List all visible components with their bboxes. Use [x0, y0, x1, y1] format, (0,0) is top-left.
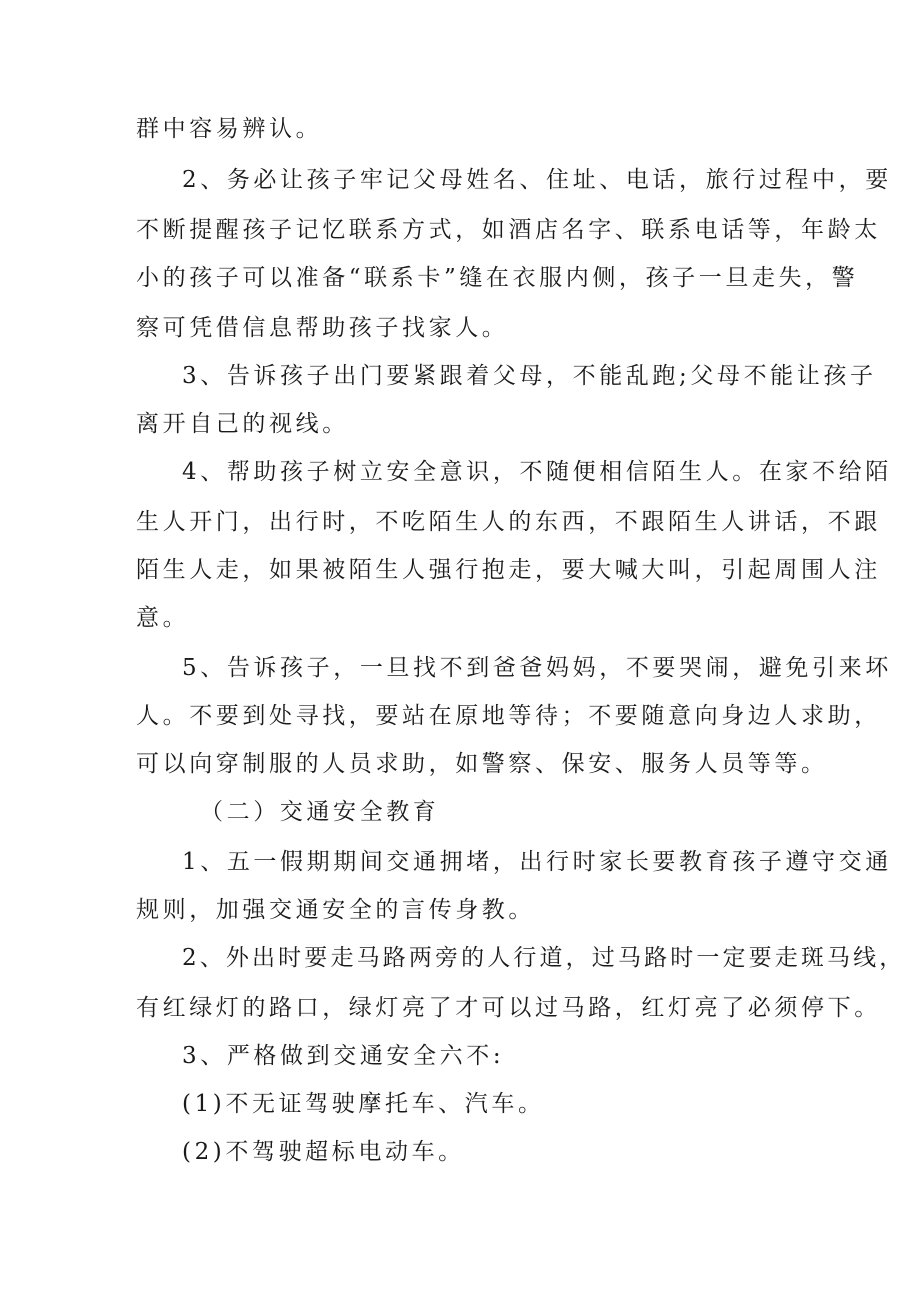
- text-line: 生人开门，出行时，不吃陌生人的东西，不跟陌生人讲话，不跟: [136, 509, 881, 535]
- text-line: 2、外出时要走马路两旁的人行道，过马路时一定要走斑马线，: [182, 945, 906, 971]
- text-line: 离开自己的视线。: [136, 411, 349, 437]
- text-line: 小的孩子可以准备“联系卡”缝在衣服内侧，孩子一旦走失，警: [136, 265, 859, 291]
- text-line: 4、帮助孩子树立安全意识，不随便相信陌生人。在家不给陌: [182, 459, 892, 485]
- text-line: 5、告诉孩子，一旦找不到爸爸妈妈，不要哭闹，避免引来坏: [182, 655, 892, 681]
- text-line: 有红绿灯的路口，绿灯亮了才可以过马路，红灯亮了必须停下。: [136, 995, 881, 1021]
- text-line: 1、五一假期期间交通拥堵，出行时家长要教育孩子遵守交通: [182, 849, 892, 875]
- text-line: 察可凭借信息帮助孩子找家人。: [136, 315, 509, 341]
- text-line: 3、严格做到交通安全六不:: [182, 1043, 505, 1069]
- text-line: 2、务必让孩子牢记父母姓名、住址、电话，旅行过程中，要: [182, 167, 892, 193]
- text-line: 陌生人走，如果被陌生人强行抱走，要大喊大叫，引起周围人注: [136, 557, 881, 583]
- text-line: 3、告诉孩子出门要紧跟着父母，不能乱跑;父母不能让孩子: [182, 363, 877, 389]
- text-line: 规则，加强交通安全的言传身教。: [136, 897, 535, 923]
- text-line: 意。: [136, 605, 190, 631]
- text-line: 人。不要到处寻找，要站在原地等待；不要随意向身边人求助，: [136, 703, 881, 729]
- text-line: (1)不无证驾驶摩托车、汽车。: [182, 1091, 545, 1117]
- text-line: (2)不驾驶超标电动车。: [182, 1139, 465, 1165]
- text-line: 群中容易辨认。: [136, 116, 323, 142]
- section-heading: （二）交通安全教育: [200, 799, 440, 825]
- text-line: 不断提醒孩子记忆联系方式，如酒店名字、联系电话等，年龄太: [136, 217, 881, 243]
- text-line: 可以向穿制服的人员求助，如警察、保安、服务人员等等。: [136, 751, 828, 777]
